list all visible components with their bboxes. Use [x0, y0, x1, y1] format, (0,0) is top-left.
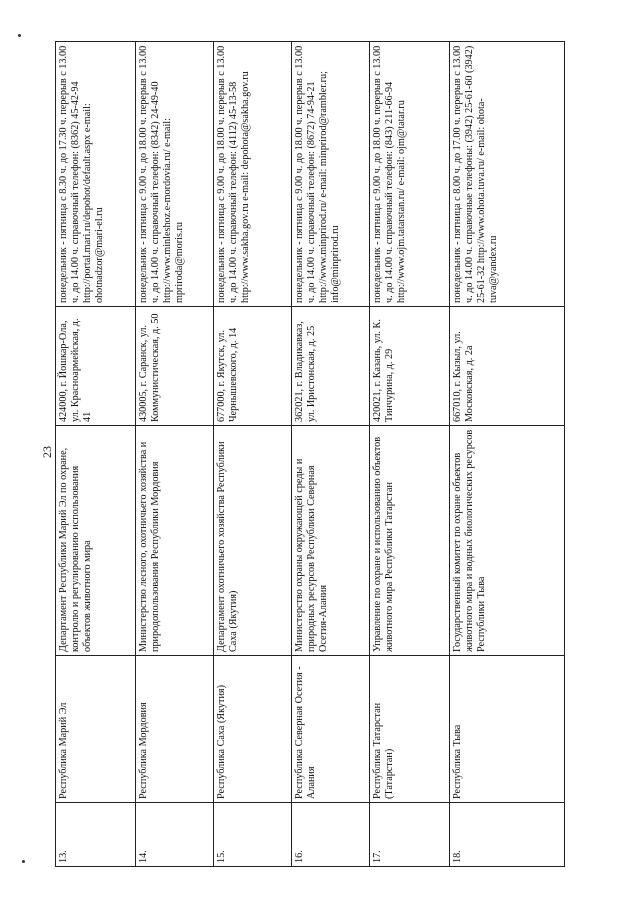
- agency-address: 424000, г. Йошкар-Ола, ул. Красноармейская, д. 41: [56, 307, 136, 426]
- table-row: [370, 42, 450, 867]
- agency-contacts: понедельник - пятница с 9.00 ч. до 18.00 ч. перерыв с 13.00 ч. до 14.00 ч. справочный телефон: (843) 211-66-94 http://www.ojm.tatarstan.ru/ e-mail: ojm@tatar.ru: [370, 42, 450, 307]
- table-row: [292, 42, 370, 867]
- agency-name: Департамент охотничьего хозяйства Республики Саха (Якутия): [214, 426, 292, 656]
- region-name: Республика Саха (Якутия): [214, 656, 292, 803]
- region-name: Республика Северная Осетия - Алания: [292, 656, 370, 803]
- region-name: Республика Марий Эл: [56, 656, 136, 803]
- region-name: Республика Тыва: [450, 656, 565, 803]
- row-number: 14.: [136, 803, 214, 867]
- agency-contacts: понедельник - пятница с 8.00 ч. до 17.00 ч. перерыв с 13.00 ч. до 14.00 ч. справочные телефоны: (3942) 25-61-60 (3942) 25-61-32 http://www.ohota.tuva.ru/ e-mail: ohota-tuva@yandex.ru: [450, 42, 565, 307]
- agency-address: 420021, г. Казань, ул. К. Тинчурина, д. 29: [370, 307, 450, 426]
- table-row: [214, 42, 292, 867]
- agency-name: Министерство лесного, охотничьего хозяйства и природопользования Республики Мордовия: [136, 426, 214, 656]
- page-number: 23: [40, 446, 54, 458]
- agency-name: Управление по охране и использованию объектов животного мира Республики Татарстан: [370, 426, 450, 656]
- agency-contacts: понедельник - пятница с 9.00 ч. до 18.00 ч. перерыв с 13.00 ч. до 14.00 ч. справочный телефон: (4112) 45-13-58 http://www.sakha.gov.ru e-mail: depohota@sakha.gov.ru: [214, 42, 292, 307]
- agency-address: 677000, г. Якутск, ул. Чернышевского, д. 14: [214, 307, 292, 426]
- agency-contacts: понедельник - пятница с 9.00 ч. до 18.00 ч. перерыв с 13.00 ч. до 14.00 ч. справочный телефон: (8672) 74-94-21 http://www.minprirod.ru/ e-mail: minprirod@rambler.ru; info@minprirod.ru: [292, 42, 370, 307]
- agency-address: 362021, г. Владикавказ, ул. Иристонская, д. 25: [292, 307, 370, 426]
- agency-name: Государственный комитет по охране объектов животного мира и водных биологических ресурсов Республики Тыва: [450, 426, 565, 656]
- agency-address: 667010, г. Кызыл, ул. Московская, д. 2а: [450, 307, 565, 426]
- agency-name: Министерство охраны окружающей среды и природных ресурсов Республики Северная Осетия-Алания: [292, 426, 370, 656]
- table-row: [450, 42, 565, 867]
- rotated-table-container: [55, 42, 565, 867]
- row-number: 18.: [450, 803, 565, 867]
- agency-name: Департамент Республики Марий Эл по охране, контролю и регулированию использования объектов животного мира: [56, 426, 136, 656]
- region-name: Республика Татарстан (Татарстан): [370, 656, 450, 803]
- table-row: [136, 42, 214, 867]
- row-number: 13.: [56, 803, 136, 867]
- row-number: 17.: [370, 803, 450, 867]
- agency-contacts: понедельник - пятница с 9.00 ч. до 18.00 ч. перерыв с 13.00 ч. до 14.00 ч. справочный телефон: (8342) 24-49-40 http://www.minleshoz.e-mordovia.ru/ e-mail: mpriroda@moris.ru: [136, 42, 214, 307]
- agency-contacts: понедельник - пятница с 8.30 ч. до 17.30 ч. перерыв с 13.00 ч. до 14.00 ч. справочный телефон: (8362) 45-42-94 http://portal.mari.ru/depohot/default.aspx e-mail: ohotnadzor@mari-el.ru: [56, 42, 136, 307]
- row-number: 16.: [292, 803, 370, 867]
- table-row: [56, 42, 136, 867]
- region-name: Республика Мордовия: [136, 656, 214, 803]
- agencies-table: [55, 41, 565, 867]
- agency-address: 430005, г. Саранск, ул. Коммунистическая, д. 50: [136, 307, 214, 426]
- scan-speck: [22, 860, 25, 863]
- row-number: 15.: [214, 803, 292, 867]
- scan-speck: [18, 34, 21, 37]
